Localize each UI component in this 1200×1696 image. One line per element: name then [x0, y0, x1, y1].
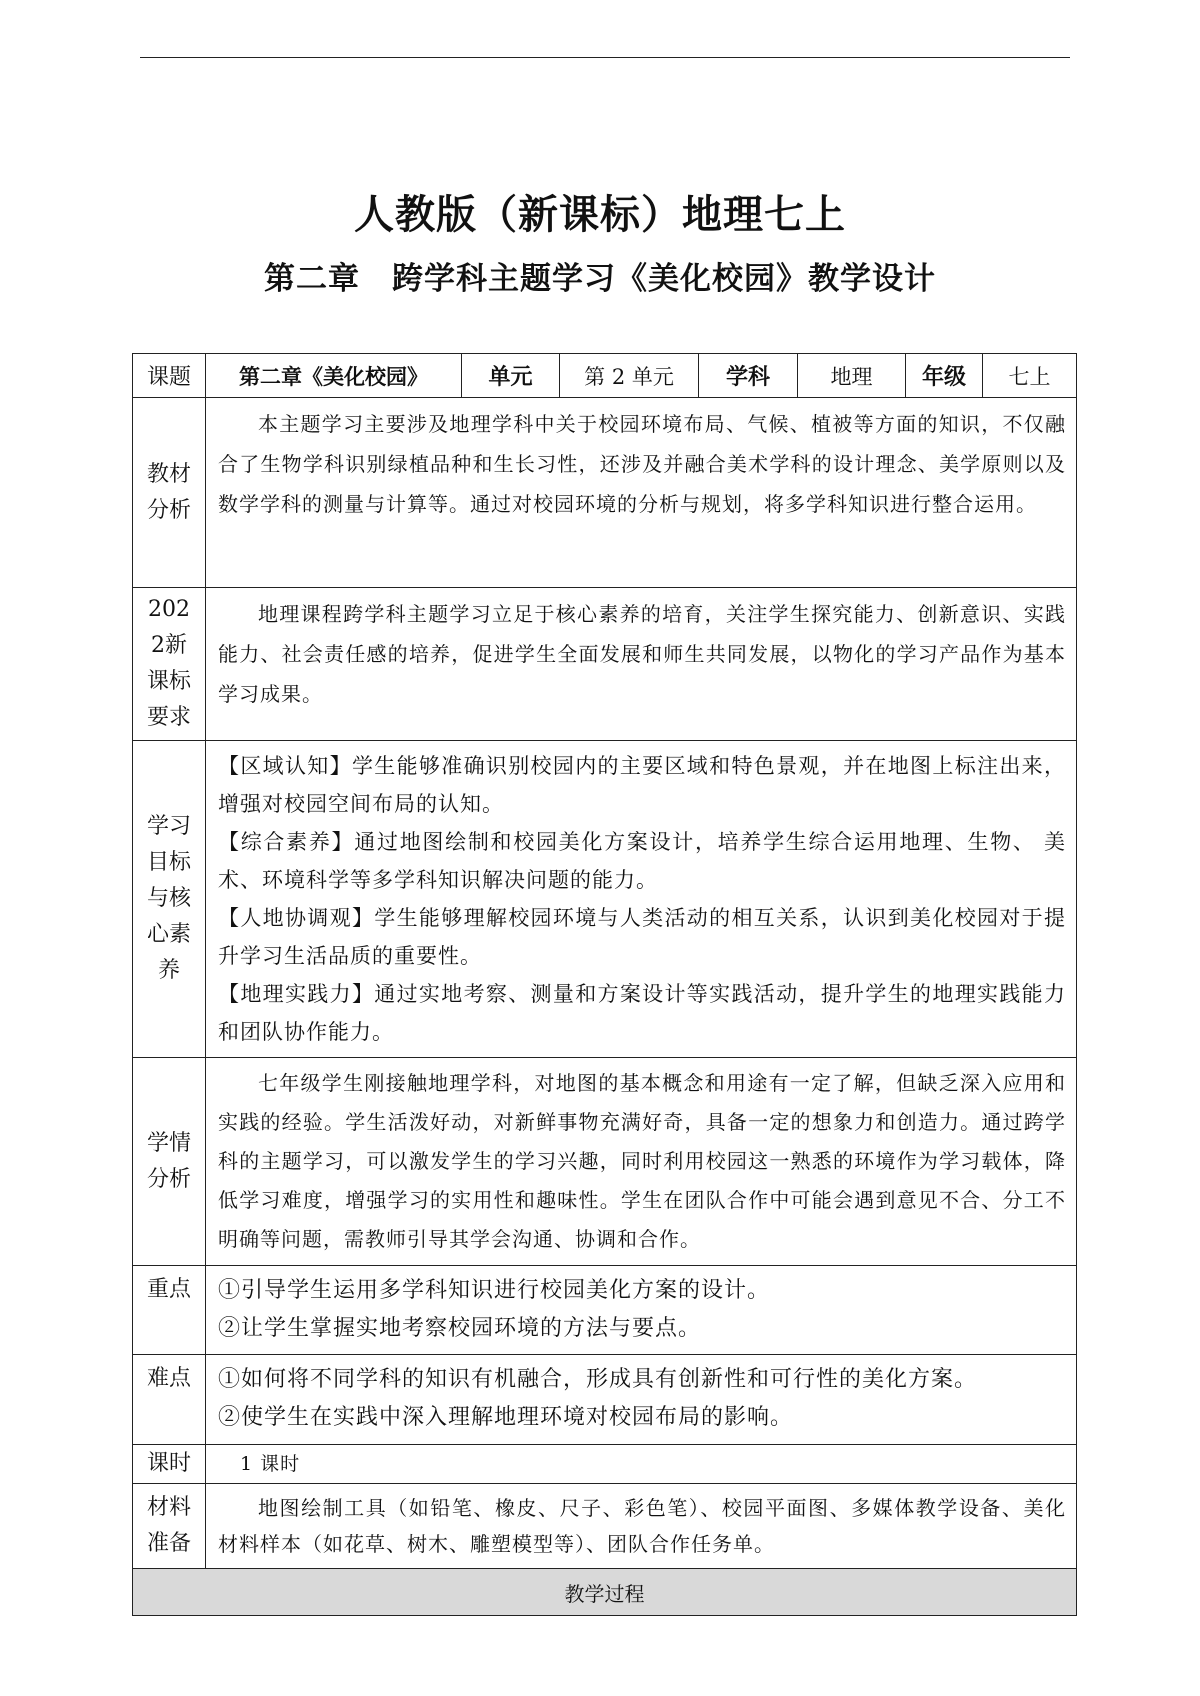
objective-item: 【地理实践力】通过实地考察、测量和方案设计等实践活动，提升学生的地理实践能力和团队协作能力。	[218, 982, 1066, 1044]
key-points-label: 重点	[133, 1266, 206, 1355]
curriculum-requirement-label-text: 2022新课标要求	[146, 597, 191, 730]
document-title: 人教版（新课标）地理七上	[354, 192, 846, 238]
class-hours-label: 课时	[133, 1445, 206, 1484]
teaching-process-header: 教学过程	[133, 1569, 1077, 1616]
objective-item: 【综合素养】通过地图绘制和校园美化方案设计，培养学生综合运用地理、生物、 美术、环境科学等多学科知识解决问题的能力。	[218, 830, 1066, 892]
materials-label	[133, 1484, 206, 1569]
header-rule	[140, 57, 1070, 58]
difficulties-row	[133, 1355, 1077, 1445]
objective-item: 【人地协调观】学生能够理解校园环境与人类活动的相互关系，认识到美化校园对于提升学习生活品质的重要性。	[218, 906, 1066, 968]
student-analysis-label-text: 学情分析	[147, 1130, 192, 1192]
objective-item: 【区域认知】学生能够准确识别校园内的主要区域和特色景观，并在地图上标注出来，增强对校园空间布局的认知。	[218, 754, 1066, 816]
unit-value: 第 2 单元	[560, 354, 699, 398]
topic-label: 课题	[133, 354, 206, 398]
objectives-list	[206, 741, 1077, 1058]
unit-label: 单元	[462, 354, 560, 398]
subject-label: 学科	[699, 354, 798, 398]
grade-value: 七上	[983, 354, 1077, 398]
curriculum-requirement-row	[133, 588, 1077, 741]
student-analysis-text: 七年级学生刚接触地理学科，对地图的基本概念和用途有一定了解，但缺乏深入应用和实践的经验。学生活泼好动，对新鲜事物充满好奇，具备一定的想象力和创造力。通过跨学科的主题学习，可以激发学生的学习兴趣，同时利用校园这一熟悉的环境作为学习载体，降低学习难度，增强学习的实用性和趣味性。学生在团队合作中可能会遇到意见不合、分工不明确等问题，需教师引导其学会沟通、协调和合作。	[206, 1058, 1077, 1266]
difficulties-label: 难点	[133, 1355, 206, 1445]
objectives-label-text: 学习目标与核心素养	[146, 814, 191, 983]
subject-value: 地理	[798, 354, 906, 398]
difficulties-list	[206, 1355, 1077, 1445]
grade-label: 年级	[906, 354, 983, 398]
material-analysis-label-text: 教材分析	[147, 461, 192, 523]
material-analysis-text: 本主题学习主要涉及地理学科中关于校园环境布局、气候、植被等方面的知识，不仅融合了生物学科识别绿植品种和生长习性，还涉及并融合美术学科的设计理念、美学原则以及数学学科的测量与计算等。通过对校园环境的分析与规划，将多学科知识进行整合运用。	[206, 398, 1077, 588]
class-hours-value: 1 课时	[206, 1445, 1077, 1484]
key-point-item: ②让学生掌握实地考察校园环境的方法与要点。	[218, 1316, 702, 1341]
curriculum-requirement-text: 地理课程跨学科主题学习立足于核心素养的培育，关注学生探究能力、创新意识、实践能力、社会责任感的培养，促进学生全面发展和师生共同发展，以物化的学习产品作为基本学习成果。	[206, 588, 1077, 741]
material-analysis-label	[133, 398, 206, 588]
difficulty-item: ②使学生在实践中深入理解地理环境对校园布局的影响。	[218, 1405, 794, 1430]
info-row	[133, 354, 1077, 398]
document-subtitle: 第二章 跨学科主题学习《美化校园》教学设计	[264, 261, 936, 297]
objectives-label	[133, 741, 206, 1058]
material-analysis-row	[133, 398, 1077, 588]
student-analysis-row	[133, 1058, 1077, 1266]
curriculum-requirement-label	[133, 588, 206, 741]
materials-row	[133, 1484, 1077, 1569]
topic-value: 第二章《美化校园》	[206, 354, 462, 398]
lesson-plan-table	[132, 353, 1077, 1616]
key-points-list	[206, 1266, 1077, 1355]
key-points-row	[133, 1266, 1077, 1355]
class-hours-row	[133, 1445, 1077, 1484]
materials-text: 地图绘制工具（如铅笔、橡皮、尺子、彩色笔）、校园平面图、多媒体教学设备、美化材料样本（如花草、树木、雕塑模型等）、团队合作任务单。	[206, 1484, 1077, 1569]
materials-label-text: 材料准备	[147, 1495, 192, 1556]
objectives-row	[133, 741, 1077, 1058]
student-analysis-label	[133, 1058, 206, 1266]
key-point-item: ①引导学生运用多学科知识进行校园美化方案的设计。	[218, 1278, 771, 1303]
process-header-row	[133, 1569, 1077, 1616]
difficulty-item: ①如何将不同学科的知识有机融合，形成具有创新性和可行性的美化方案。	[218, 1367, 978, 1392]
